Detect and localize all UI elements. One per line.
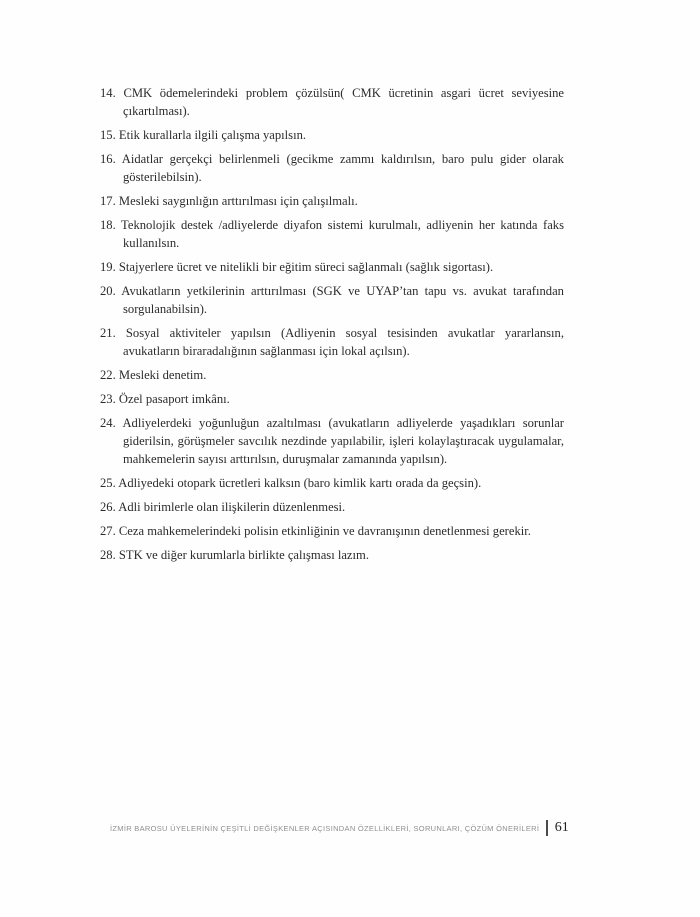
item-number: 28. [100, 548, 116, 562]
list-item [100, 258, 564, 276]
list-item [100, 150, 564, 186]
list-item [100, 282, 564, 318]
item-text: Adliyedeki otopark ücretleri kalksın (baro kimlik kartı orada da geçsin). [118, 476, 482, 490]
list-item [100, 126, 564, 144]
list-item [100, 474, 564, 492]
item-number: 25. [100, 476, 116, 490]
page-number: 61 [554, 820, 569, 835]
item-number: 21. [100, 326, 116, 340]
item-number: 27. [100, 524, 116, 538]
page-footer [110, 820, 569, 836]
item-text: Ceza mahkemelerindeki polisin etkinliğinin ve davranışının denetlenmesi gerekir. [118, 524, 531, 538]
list-item [100, 216, 564, 252]
item-number: 26. [100, 500, 116, 514]
item-text: Aidatlar gerçekçi belirlenmeli (gecikme zammı kaldırılsın, baro pulu gider olarak gösterilebilsin). [121, 152, 564, 184]
item-number: 18. [100, 218, 116, 232]
running-footer-title: İZMİR BAROSU ÜYELERİNİN ÇEŞİTLİ DEĞİŞKENLER AÇISINDAN ÖZELLİKLERİ, SORUNLARI, ÇÖZÜM ÖNERİLERİ [110, 823, 540, 833]
list-item [100, 498, 564, 516]
list-item [100, 522, 564, 540]
numbered-list [100, 84, 564, 570]
item-number: 24. [100, 416, 116, 430]
item-text: Özel pasaport imkânı. [118, 392, 230, 406]
list-item [100, 390, 564, 408]
list-item [100, 192, 564, 210]
list-item [100, 546, 564, 564]
item-number: 15. [100, 128, 116, 142]
item-text: Sosyal aktiviteler yapılsın (Adliyenin sosyal tesisinden avukatlar yararlansın, avukatların biraradalığının sağlanması için lokal açılsın). [123, 326, 564, 358]
item-text: Adliyelerdeki yoğunluğun azaltılması (avukatların adliyelerde yaşadıkları sorunlar giderilsin, görüşmeler savcılık nezdinde yapılabilir, işleri kolaylaştıracak uygulamalar, mahkemelerin sayısı arttırılsın, duruşmalar zamanında yapılsın). [122, 416, 564, 466]
item-text: Teknolojik destek /adliyelerde diyafon sistemi kurulmalı, adliyenin her katında faks kullanılsın. [121, 218, 564, 250]
item-number: 16. [100, 152, 116, 166]
item-text: CMK ödemelerindeki problem çözülsün( CMK ücretinin asgari ücret seviyesine çıkartılması). [123, 86, 564, 118]
item-text: Mesleki saygınlığın arttırılması için çalışılmalı. [118, 194, 358, 208]
item-number: 20. [100, 284, 116, 298]
item-number: 22. [100, 368, 116, 382]
item-text: Etik kurallarla ilgili çalışma yapılsın. [118, 128, 307, 142]
list-item [100, 414, 564, 468]
item-number: 17. [100, 194, 116, 208]
item-text: Mesleki denetim. [118, 368, 207, 382]
item-number: 23. [100, 392, 116, 406]
item-text: Adli birimlerle olan ilişkilerin düzenlenmesi. [118, 500, 346, 514]
footer-divider [546, 820, 548, 836]
list-item [100, 366, 564, 384]
list-item [100, 324, 564, 360]
item-number: 14. [100, 86, 116, 100]
list-item [100, 84, 564, 120]
item-text: STK ve diğer kurumlarla birlikte çalışması lazım. [118, 548, 369, 562]
item-text: Avukatların yetkilerinin arttırılması (SGK ve UYAP’tan tapu vs. avukat tarafından sorgulanabilsin). [121, 284, 564, 316]
item-text: Stajyerlere ücret ve nitelikli bir eğitim süreci sağlanmalı (sağlık sigortası). [118, 260, 494, 274]
item-number: 19. [100, 260, 116, 274]
